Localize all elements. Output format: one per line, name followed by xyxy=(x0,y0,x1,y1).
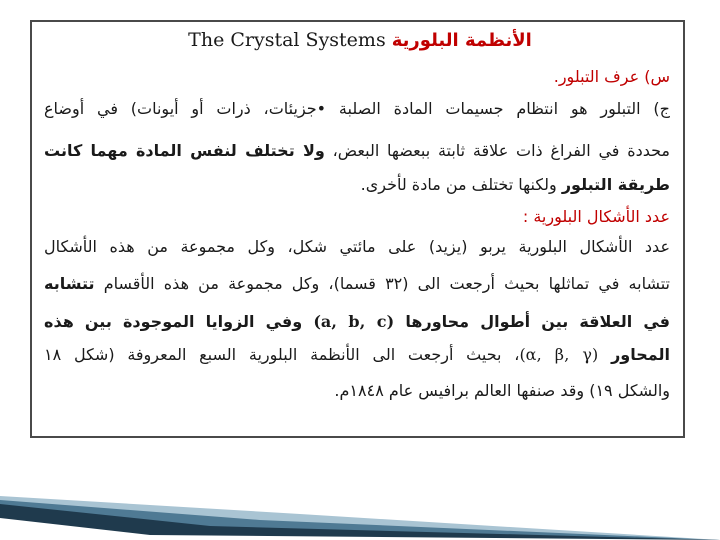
body-line-3-axes: (a, b, c) xyxy=(313,312,395,331)
answer-line-3-normal: ولكنها تختلف من مادة لأخرى. xyxy=(360,175,562,194)
answer-line-2-normal: محددة في الفراغ ذات علاقة ثابتة ببعضها البعض، xyxy=(324,141,671,160)
section-heading: عدد الأشكال البلورية : xyxy=(522,207,670,226)
body-line-1: عدد الأشكال البلورية يربو (يزيد) على مائتي شكل، وكل مجموعة من هذه الأشكال xyxy=(44,237,670,256)
answer-line-2-bold: ولا تختلف لنفس المادة مهما كانت xyxy=(44,141,325,160)
answer-line-2 xyxy=(44,140,670,162)
answer-line-3 xyxy=(44,174,670,196)
body-line-4-angles: (α, β, γ) xyxy=(519,345,599,364)
title-arabic: الأنظمة البلورية xyxy=(391,30,532,51)
answer-line-3-bold: طريقة التبلور xyxy=(561,175,670,194)
body-line-4 xyxy=(44,344,670,366)
body-line-3-bold-b: وفي الزوايا الموجودة بين هذه xyxy=(44,312,303,331)
page-title xyxy=(0,27,720,54)
body-line-2-bold: تتشابه xyxy=(44,274,95,293)
body-line-4-bold: المحاور xyxy=(611,345,671,364)
body-line-2 xyxy=(44,273,670,295)
body-line-4-normal: ، بحيث أرجعت الى الأنظمة البلورية السبع المعروفة (شكل ١٨ xyxy=(44,345,520,364)
answer-line-1: ج) التبلور هو انتظام جسيمات المادة الصلبة •جزيئات، ذرات أو أيونات) في أوضاع xyxy=(44,99,670,118)
body-line-2-normal: تتشابه في تماثلها بحيث أرجعت الى (٣٢ قسما)، وكل مجموعة من هذه الأقسام xyxy=(94,274,671,293)
body-line-5: والشكل ١٩) وقد صنفها العالم برافيس عام ١٨٤٨م. xyxy=(334,381,670,400)
slide-corner-decoration xyxy=(0,440,720,540)
body-line-3 xyxy=(44,311,670,333)
title-english: The Crystal Systems xyxy=(188,29,386,51)
question-line: س) عرف التبلور. xyxy=(553,67,670,86)
body-line-3-bold-a: في العلاقة بين أطوال محاورها xyxy=(405,312,670,331)
